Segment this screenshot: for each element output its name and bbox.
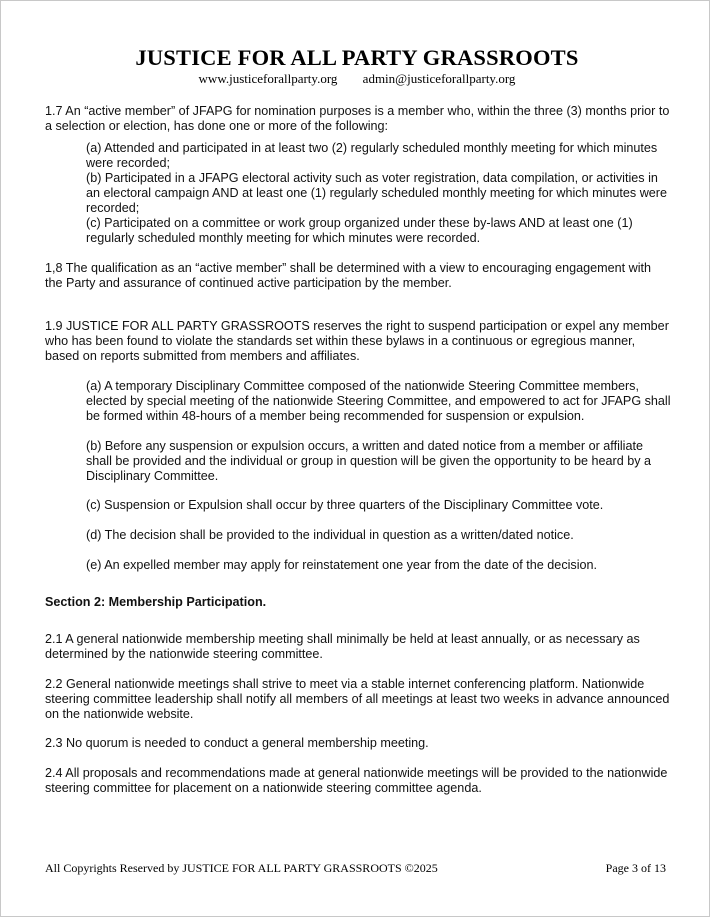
letterhead — [1, 45, 712, 87]
paragraph-2-1: 2.1 A general nationwide membership meeting shall minimally be held at least annually, or as necessary as determined by the nationwide steering committee. — [45, 632, 640, 661]
paragraph-1-9-item-a: (a) A temporary Disciplinary Committee composed of the nationwide Steering Committee members, elected by special meeting of the nationwide Steering Committee, and empowered to act for JFAPG shall be formed within 48-hours of a member being recommended for suspension or expulsion. — [86, 379, 671, 423]
contact-line — [1, 71, 712, 87]
paragraph-1-7-item-a: (a) Attended and participated in at least two (2) regularly scheduled monthly meeting for which minutes were recorded; — [86, 141, 658, 170]
paragraph-1-9-item-e: (e) An expelled member may apply for reinstatement one year from the date of the decision. — [86, 558, 598, 572]
paragraph-2-3: 2.3 No quorum is needed to conduct a general membership meeting. — [45, 736, 429, 750]
paragraph-1-9: 1.9 JUSTICE FOR ALL PARTY GRASSROOTS reserves the right to suspend participation or expel any member who has been found to violate the standards set within these bylaws in a continuous or egregious manner, based on reports submitted from members and affiliates. — [45, 319, 669, 363]
footer-copyright: All Copyrights Reserved by JUSTICE FOR ALL PARTY GRASSROOTS ©2025 — [45, 861, 438, 875]
paragraph-1-7-item-b: (b) Participated in a JFAPG electoral activity such as voter registration, data compilation, or activities in an electoral campaign AND at least one (1) regularly scheduled monthly meeting for which minutes were recorded; — [86, 171, 668, 215]
section-2-heading: Section 2: Membership Participation. — [45, 595, 267, 609]
paragraph-1-9-item-c: (c) Suspension or Expulsion shall occur by three quarters of the Disciplinary Committee vote. — [86, 498, 604, 512]
paragraph-2-4: 2.4 All proposals and recommendations made at general nationwide meetings will be provided to the nationwide steering committee for placement on a nationwide steering committee agenda. — [45, 766, 668, 795]
paragraph-1-7-item-c: (c) Participated on a committee or work group organized under these by-laws AND at least one (1) regularly scheduled monthly meeting for which minutes were recorded. — [86, 216, 633, 245]
paragraph-1-9-item-b: (b) Before any suspension or expulsion occurs, a written and dated notice from a member or affiliate shall be provided and the individual or group in question will be given the opportunity to be heard by a Disciplinary Committee. — [86, 439, 651, 483]
paragraph-1-8: 1,8 The qualification as an “active member” shall be determined with a view to encouraging engagement with the Party and assurance of continued active participation by the member. — [45, 261, 652, 290]
website-text: www.justiceforallparty.org — [198, 71, 338, 86]
paragraph-1-9-item-d: (d) The decision shall be provided to the individual in question as a written/dated notice. — [86, 528, 574, 542]
email-text: admin@justiceforallparty.org — [362, 71, 516, 86]
footer-page-number: Page 3 of 13 — [605, 861, 666, 875]
paragraph-1-7: 1.7 An “active member” of JFAPG for nomination purposes is a member who, within the three (3) months prior to a selection or election, has done one or more of the following: — [45, 104, 670, 133]
paragraph-2-2: 2.2 General nationwide meetings shall strive to meet via a stable internet conferencing platform. Nationwide steering committee leadership shall notify all members of all meetings at least two weeks in advance announced on the nationwide website. — [45, 677, 670, 721]
organization-title: JUSTICE FOR ALL PARTY GRASSROOTS — [135, 45, 579, 70]
